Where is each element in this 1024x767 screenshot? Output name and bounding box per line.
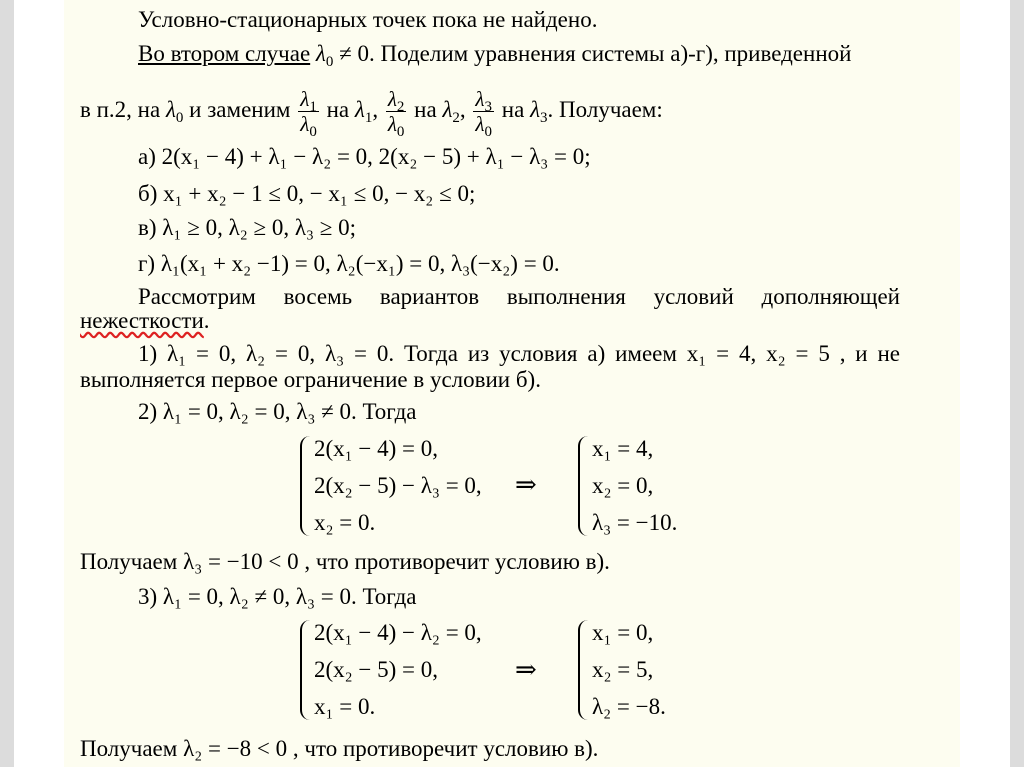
fraction-lambda1-over-lambda0 — [298, 87, 319, 141]
lambda-symbol: λ — [354, 97, 365, 122]
underlined-phrase: Во втором случае — [138, 41, 311, 66]
case-2-system-right — [592, 430, 677, 541]
case-3-system-left — [314, 614, 482, 725]
subscript: 2 — [396, 99, 405, 116]
lambda-symbol: λ — [475, 112, 485, 137]
condition-b: б) x₁ + x₂ − 1 ≤ 0, − x₁ ≤ 0, − x₂ ≤ 0; — [138, 181, 476, 206]
lambda-symbol: λ — [387, 112, 397, 137]
subscript: 1 — [364, 110, 373, 126]
lambda-symbol: λ — [530, 97, 541, 122]
lambda-symbol: λ — [315, 41, 326, 66]
line-substitution: в п.2, на $\lambda_0$ и заменим $\frac{\lambda_1}{\lambda_0}$ на $\lambda_1$, $\frac{\lambda_2}{\lambda_0}$ на $\lambda_2$, $\frac{\lambda_3}{\lambda_0}$ на $\lambda_3$. Получаем: — [80, 87, 663, 141]
line-consider-eight: Рассмотрим восемь вариантов выполнения условий дополняющей — [138, 284, 900, 309]
subscript: 2 — [452, 110, 460, 126]
equation-line: 2(x₁ − 4) − λ₂ = 0, — [314, 620, 482, 645]
lambda-symbol: λ — [165, 97, 176, 122]
case-3-line: 3) λ₁ = 0, λ₂ ≠ 0, λ₃ = 0. Тогда — [138, 584, 417, 609]
case-3-system-right — [592, 614, 666, 725]
subscript: 1 — [309, 99, 317, 116]
subscript: 3 — [484, 99, 493, 116]
case-3-result: Получаем λ₂ = −8 < 0 , что противоречит условию в). — [80, 736, 599, 761]
line-complementary — [80, 307, 900, 334]
lambda-symbol: λ — [387, 87, 397, 112]
condition-a: а) 2(x₁ − 4) + λ₁ − λ₂ = 0, 2(x₂ − 5) + λ₁ − λ₃ = 0; — [138, 144, 591, 169]
case-1-line2: выполняется первое ограничение в условии б). — [80, 367, 541, 392]
equation-line: 2(x₁ − 4) = 0, — [314, 436, 439, 461]
line-second-case — [138, 40, 898, 70]
equation-line: x₂ = 5, — [592, 657, 654, 682]
line-text: на — [326, 97, 350, 122]
case-1-line: 1) λ₁ = 0, λ₂ = 0, λ₃ = 0. Тогда из условия а) имеем x₁ = 4, x₂ = 5 , и не — [138, 341, 900, 366]
equation-line: λ₂ = −8. — [592, 694, 666, 719]
case-2-result: Получаем λ₃ = −10 < 0 , что противоречит условию в). — [80, 549, 610, 574]
line-no-points: Условно-стационарных точек пока не найдено. — [138, 7, 598, 32]
right-border — [1010, 0, 1024, 767]
implies-arrow: ⇒ — [515, 470, 537, 499]
lambda-symbol: λ — [300, 87, 310, 112]
condition-g: г) λ₁(x₁ + x₂ −1) = 0, λ₂(−x₁) = 0, λ₃(−x₂) = 0. — [138, 251, 560, 276]
line-text: . Получаем: — [547, 97, 663, 122]
subscript: 0 — [325, 54, 334, 70]
left-border — [0, 0, 14, 767]
case-2-system-left — [314, 430, 482, 541]
subscript: 0 — [175, 110, 184, 126]
condition-v: в) λ₁ ≥ 0, λ₂ ≥ 0, λ₃ ≥ 0; — [138, 215, 357, 240]
case-2-line: 2) λ₁ = 0, λ₂ = 0, λ₃ ≠ 0. Тогда — [138, 399, 417, 424]
equation-line: x₁ = 4, — [592, 436, 654, 461]
lambda-symbol: λ — [300, 112, 310, 137]
subscript: 0 — [396, 124, 405, 141]
equation-line: x₁ = 0, — [592, 620, 654, 645]
lambda-symbol: λ — [475, 87, 485, 112]
fraction-lambda2-over-lambda0 — [386, 87, 407, 141]
equation-line: x₁ = 0. — [314, 694, 376, 719]
fraction-lambda3-over-lambda0 — [473, 87, 494, 141]
subscript: 3 — [540, 110, 548, 126]
line-text: на — [414, 97, 437, 122]
lambda-symbol: λ — [442, 97, 453, 122]
line-text: ≠ 0. Поделим уравнения системы а)-г), приведенной — [333, 41, 852, 66]
equation-line: 2(x₂ − 5) = 0, — [314, 657, 439, 682]
equation-line: x₂ = 0, — [592, 473, 654, 498]
implies-arrow: ⇒ — [515, 655, 537, 684]
subscript: 0 — [309, 124, 317, 141]
line-text: и заменим — [183, 97, 291, 122]
line-text: . — [203, 308, 210, 333]
equation-line: λ₃ = −10. — [592, 510, 678, 535]
line-text: в п.2, на — [80, 97, 161, 122]
equation-line: x₂ = 0. — [314, 510, 376, 535]
line-text: на — [501, 97, 525, 122]
subscript: 0 — [484, 124, 493, 141]
misspelled-word: нежесткости — [80, 308, 204, 333]
equation-line: 2(x₂ − 5) − λ₃ = 0, — [314, 473, 482, 498]
